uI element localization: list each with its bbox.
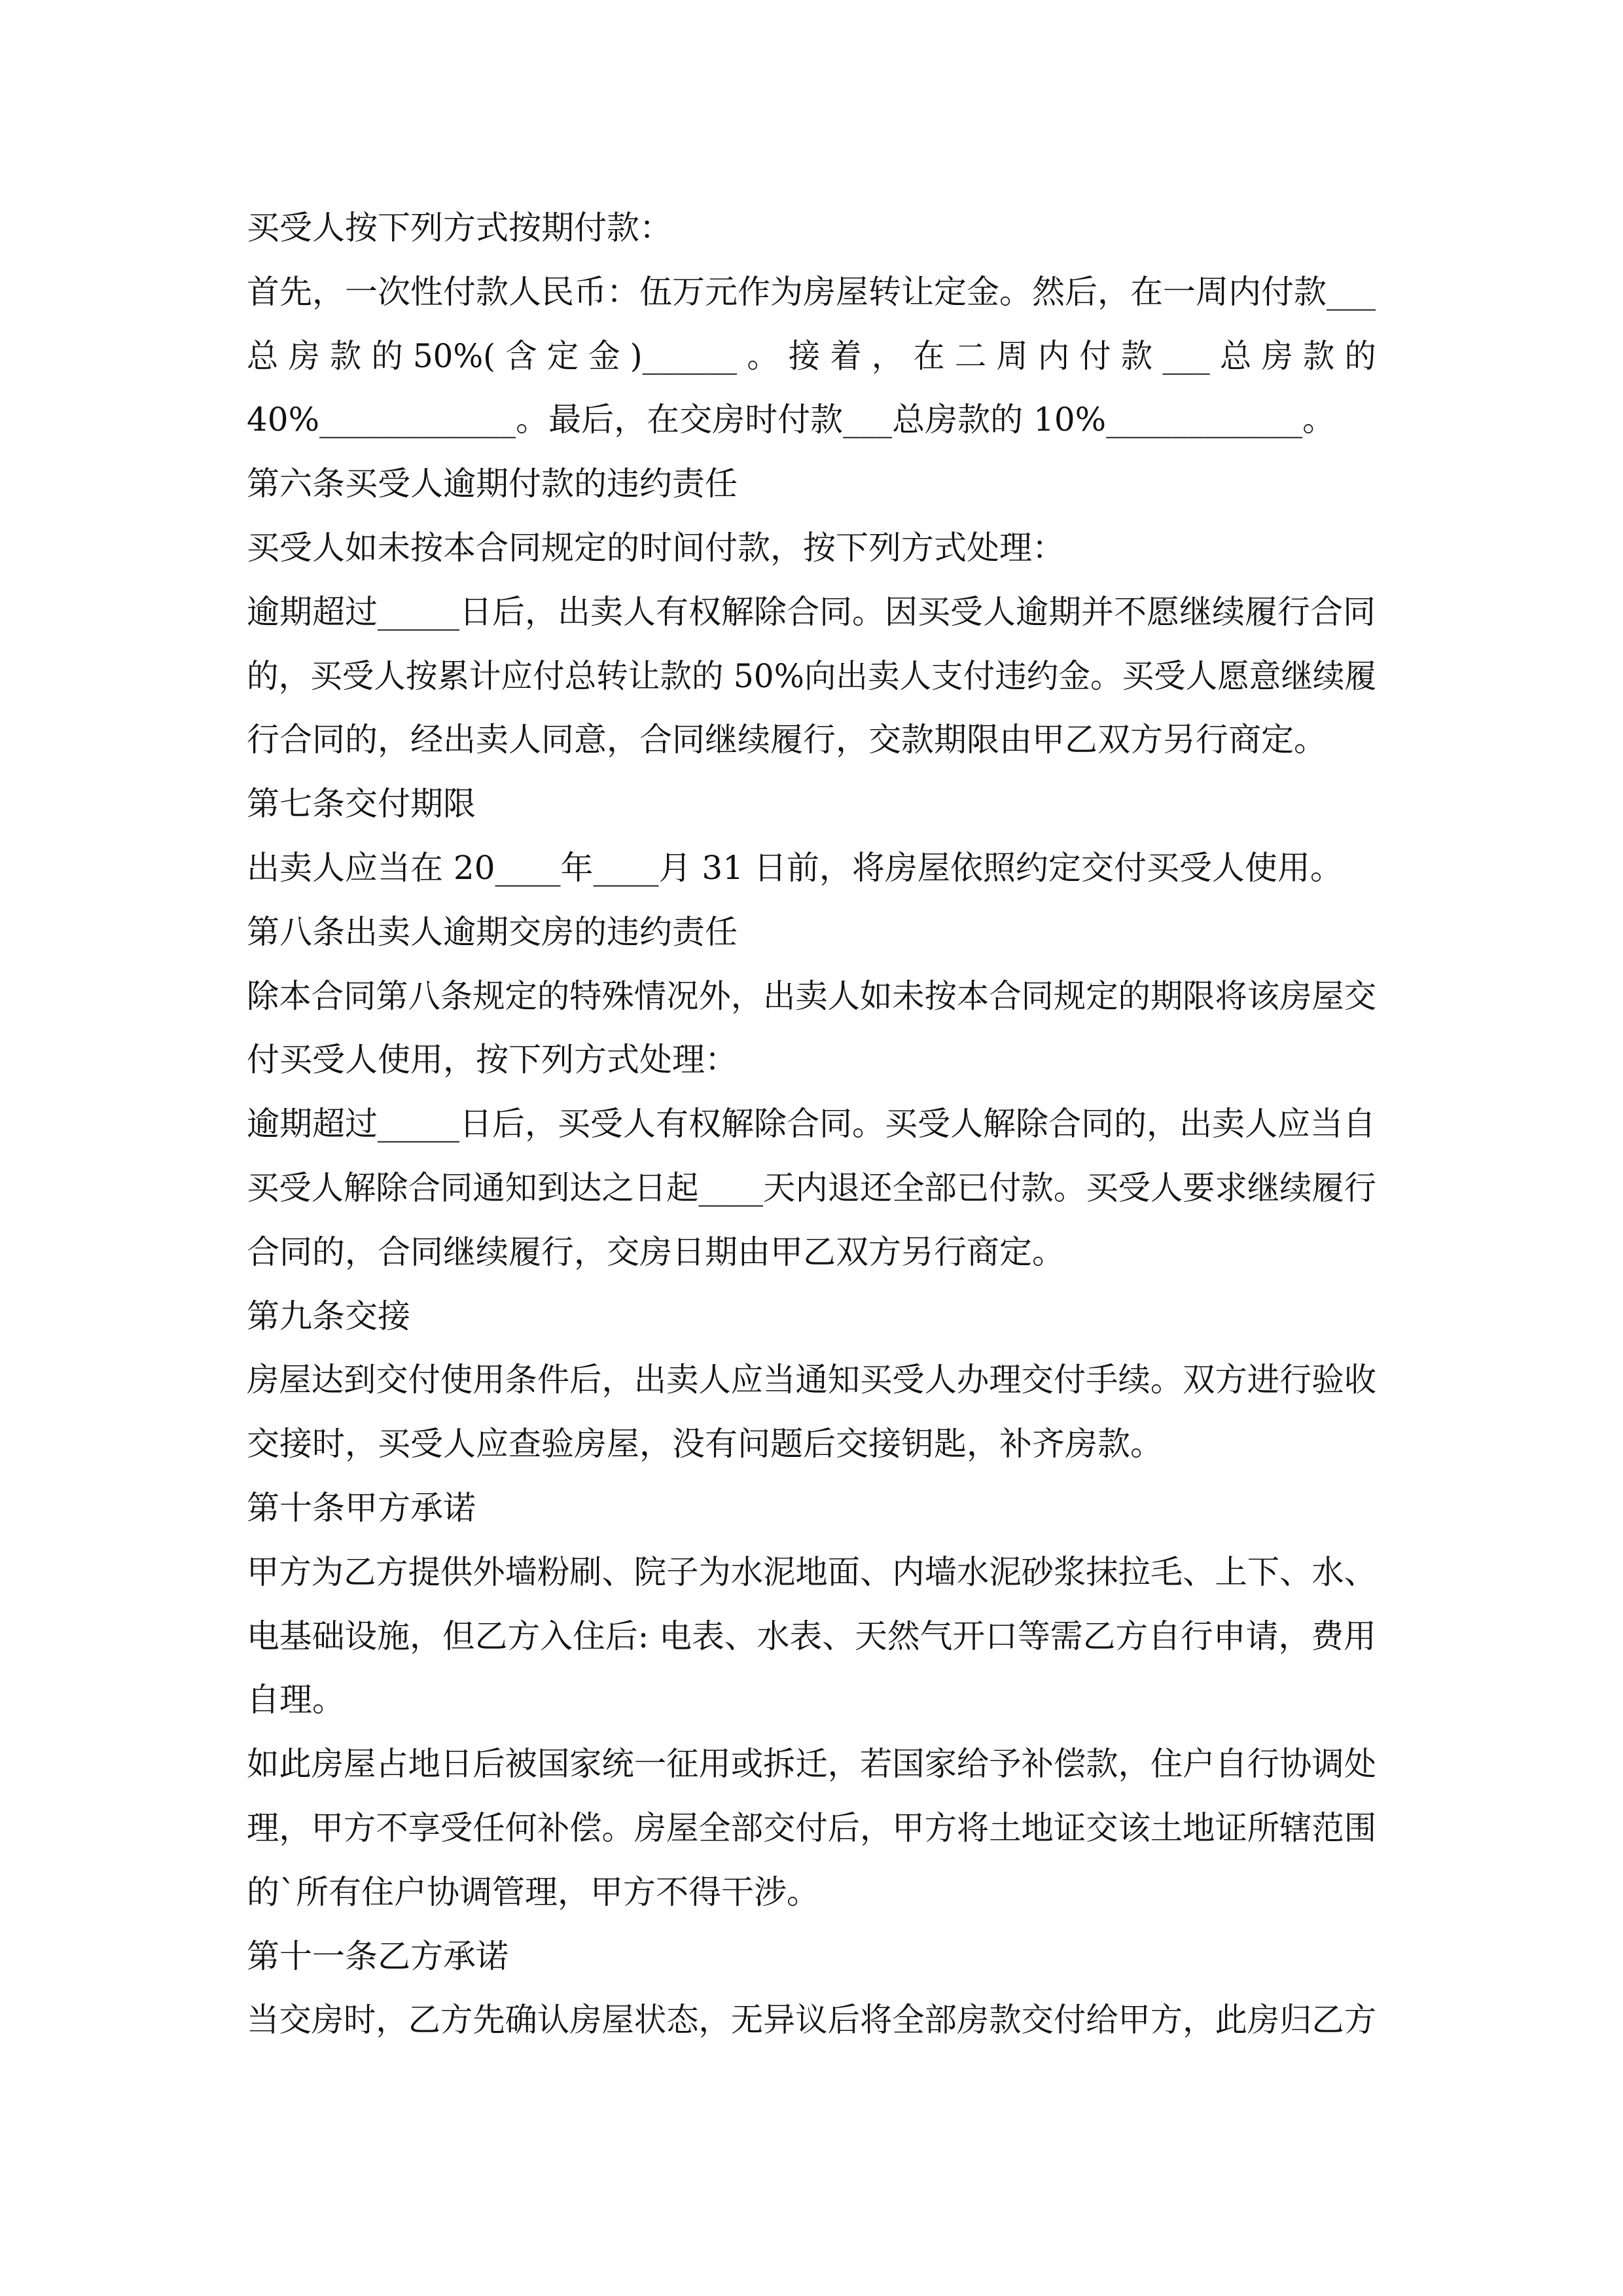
- text-line: 逾期超过_____日后，出卖人有权解除合同。因买受人逾期并不愿继续履行合同: [247, 592, 1376, 631]
- text-line: 总 房 款 的 50%( 含 定 金 )______ 。 接 着 ， 在 二 周 内 付 款 ___ 总 房 款 的: [247, 336, 1376, 375]
- text-line: 当交房时，乙方先确认房屋状态，无异议后将全部房款交付给甲方，此房归乙方: [247, 2001, 1377, 2039]
- section-heading: 第十一条乙方承诺: [247, 1937, 508, 1975]
- text-line: 电基础设施，但乙方入住后: 电表、水表、天然气开口等需乙方自行申请，费用: [247, 1617, 1376, 1655]
- text-line: 交接时，买受人应查验房屋，没有问题后交接钥匙，补齐房款。: [247, 1425, 1163, 1463]
- text-line: 甲方为乙方提供外墙粉刷、院子为水泥地面、内墙水泥砂浆抹拉毛、上下、水、: [247, 1552, 1377, 1591]
- text-line: 的，买受人按累计应付总转让款的 50%向出卖人支付违约金。买受人愿意继续履: [247, 656, 1377, 695]
- text-line: 首先，一次性付款人民币：伍万元作为房屋转让定金。然后，在一周内付款___: [247, 272, 1376, 311]
- section-heading: 第六条买受人逾期付款的违约责任: [247, 465, 738, 503]
- text-line: 如此房屋占地日后被国家统一征用或拆迁，若国家给予补偿款，住户自行协调处: [247, 1745, 1377, 1784]
- text-line: 出卖人应当在 20____年____月 31 日前，将房屋依照约定交付买受人使用。: [247, 848, 1343, 887]
- section-heading: 第十条甲方承诺: [247, 1488, 476, 1527]
- text-line: 逾期超过_____日后，买受人有权解除合同。买受人解除合同的，出卖人应当自: [247, 1105, 1376, 1143]
- section-heading: 第七条交付期限: [247, 785, 476, 823]
- text-line: 房屋达到交付使用条件后，出卖人应当通知买受人办理交付手续。双方进行验收: [247, 1361, 1377, 1399]
- text-line: 的`所有住户协调管理，甲方不得干涉。: [247, 1873, 819, 1911]
- text-line: 自理。: [247, 1681, 345, 1719]
- document-body: [247, 196, 1376, 2053]
- text-line: 行合同的，经出卖人同意，合同继续履行，交款期限由甲乙双方另行商定。: [247, 721, 1327, 759]
- text-line: 40%____________。最后，在交房时付款___总房款的 10%____________。: [247, 401, 1336, 439]
- text-line: 买受人解除合同通知到达之日起____天内退还全部已付款。买受人要求继续履行: [247, 1168, 1377, 1207]
- text-line: 付买受人使用，按下列方式处理：: [247, 1041, 738, 1079]
- text-line: 理，甲方不享受任何补偿。房屋全部交付后，甲方将土地证交该土地证所辖范围: [247, 1808, 1377, 1847]
- text-line: 除本合同第八条规定的特殊情况外，出卖人如未按本合同规定的期限将该房屋交: [247, 977, 1377, 1015]
- text-line: 买受人如未按本合同规定的时间付款，按下列方式处理：: [247, 528, 1065, 567]
- text-line: 合同的，合同继续履行，交房日期由甲乙双方另行商定。: [247, 1232, 1065, 1271]
- section-heading: 第八条出卖人逾期交房的违约责任: [247, 912, 738, 951]
- section-heading: 第九条交接: [247, 1297, 410, 1335]
- text-line: 买受人按下列方式按期付款：: [247, 209, 672, 247]
